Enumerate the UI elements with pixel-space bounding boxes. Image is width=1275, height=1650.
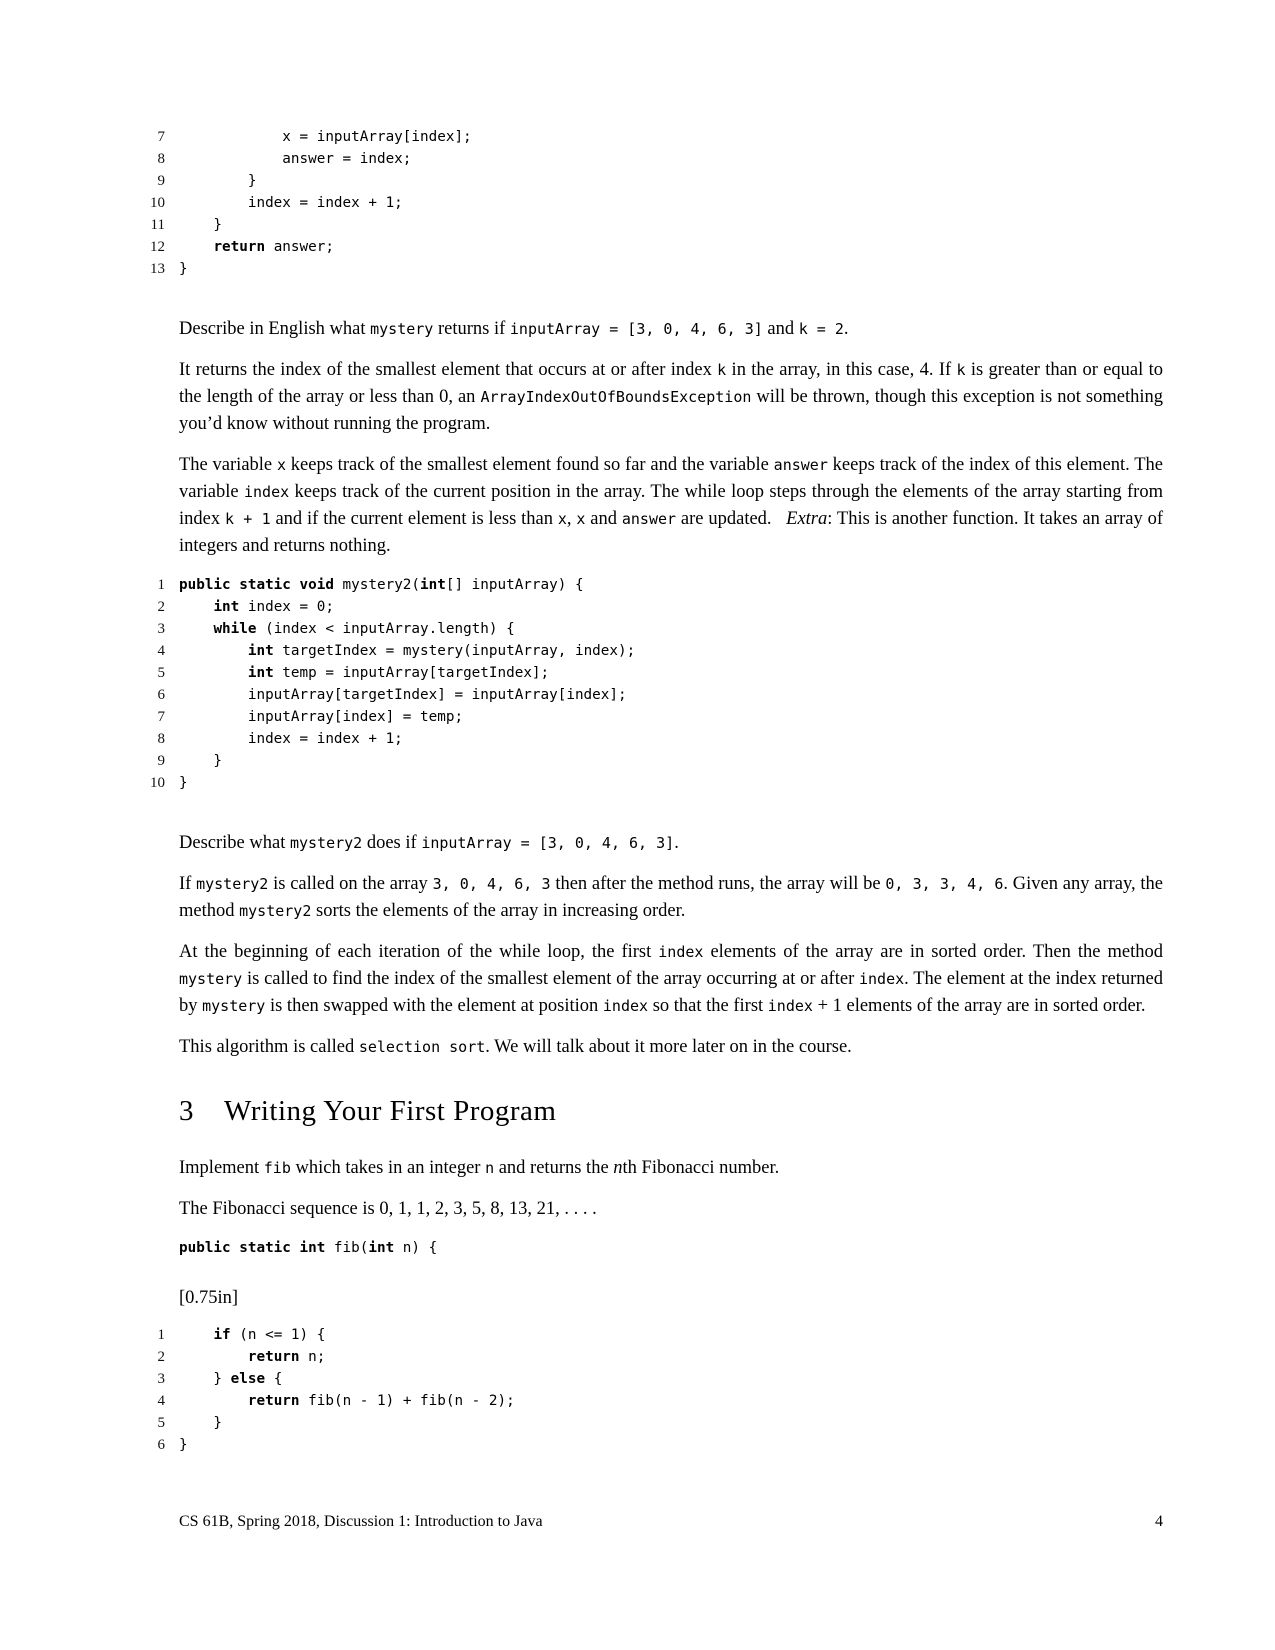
code-text: inputArray[index] = temp; — [179, 709, 464, 725]
text-segment: mystery2 — [239, 902, 312, 920]
question-mystery2-does — [179, 830, 1163, 857]
text-segment: index — [767, 997, 813, 1015]
section-number: 3 — [179, 1095, 194, 1127]
text-segment: mystery2 — [196, 875, 269, 893]
text-segment: keeps track of the smallest element found so far and the variable — [285, 455, 774, 475]
code-text: return answer; — [213, 239, 334, 255]
code-text: while (index < inputArray.length) { — [213, 621, 515, 637]
text-segment: index — [602, 997, 649, 1015]
text-segment: This algorithm is called — [179, 1037, 359, 1057]
text-segment: Extra — [786, 509, 828, 529]
code-line — [139, 750, 1163, 772]
line-number: 13 — [150, 261, 165, 277]
answer-mystery2-sorts — [179, 871, 1163, 925]
line-number: 3 — [157, 621, 165, 637]
code-block-mystery2 — [139, 574, 1163, 794]
code-line — [139, 618, 1163, 640]
text-segment: . We will talk about it more later on in the course. — [485, 1037, 852, 1057]
text-segment: fib — [263, 1159, 291, 1177]
line-number: 9 — [157, 173, 165, 189]
code-line — [139, 1368, 1163, 1390]
paragraph-fibonacci-sequence — [179, 1196, 1163, 1223]
line-number: 8 — [157, 731, 165, 747]
text-segment: keeps track of the index of this element. The variable — [179, 455, 1163, 502]
code-line — [139, 126, 1163, 148]
paragraph-selection-sort — [179, 1034, 1163, 1061]
text-segment: inputArray = [3, 0, 4, 6, 3] — [421, 834, 675, 852]
text-segment: is called to find the index of the smallest element of the array occurring at or after — [242, 969, 859, 989]
text-segment: is called on the array — [268, 874, 433, 894]
code-text: } else { — [179, 1371, 283, 1387]
answer-mystery-returns — [179, 357, 1163, 438]
text-segment: Implement — [179, 1158, 264, 1178]
line-number: 11 — [150, 217, 165, 233]
text-segment: does if — [362, 833, 422, 853]
code-text: } — [179, 261, 188, 277]
text-segment: mystery — [202, 997, 266, 1015]
code-text: } — [179, 173, 257, 189]
code-block-mystery-tail — [139, 126, 1163, 280]
code-text: if (n <= 1) { — [213, 1327, 326, 1343]
text-segment: The variable — [179, 455, 277, 475]
code-line — [139, 706, 1163, 728]
text-segment: The Fibonacci sequence is 0, 1, 1, 2, 3, 5, 8, 13, 21, . . . . — [179, 1199, 597, 1219]
text-segment: and — [585, 509, 622, 529]
code-text: } — [179, 217, 223, 233]
code-text: } — [179, 1437, 188, 1453]
text-segment: then after the method runs, the array will be — [550, 874, 886, 894]
text-segment: and — [762, 319, 799, 339]
text-segment: : This is another function. It takes an array of integers and returns nothing. — [179, 509, 1163, 556]
code-line — [139, 596, 1163, 618]
text-segment: so that the first — [648, 996, 768, 1016]
text-segment: answer — [773, 456, 828, 474]
text-segment: k — [717, 361, 727, 379]
code-text: int index = 0; — [213, 599, 334, 615]
question-mystery-returns — [179, 316, 1163, 343]
code-text: index = index + 1; — [179, 195, 403, 211]
text-segment: At the beginning of each iteration of the while loop, the first — [179, 942, 659, 962]
footer-page-number: 4 — [1155, 1513, 1163, 1530]
code-text: public static void mystery2(int[] inputArray) { — [179, 577, 584, 593]
text-segment: n — [485, 1159, 495, 1177]
line-number: 4 — [157, 1393, 165, 1409]
code-line — [139, 772, 1163, 794]
text-segment: mystery — [370, 320, 434, 338]
code-line — [139, 574, 1163, 596]
text-segment: Describe in English what — [179, 319, 371, 339]
text-segment: th Fibonacci number. — [622, 1158, 780, 1178]
line-number: 9 — [157, 753, 165, 769]
text-segment: . — [674, 833, 679, 853]
code-text: int targetIndex = mystery(inputArray, index); — [247, 643, 636, 659]
text-segment: x — [576, 510, 586, 528]
code-fib-signature — [179, 1237, 1163, 1259]
code-text: index = index + 1; — [179, 731, 403, 747]
text-segment: . Given any array, the method — [179, 874, 1163, 921]
text-segment: which takes in an integer — [290, 1158, 486, 1178]
section-heading-writing-first-program — [179, 1091, 1163, 1131]
answer-mystery2-explanation — [179, 939, 1163, 1020]
text-segment: and returns the — [494, 1158, 614, 1178]
code-text: } — [179, 775, 188, 791]
line-number: 1 — [157, 1327, 165, 1343]
code-line — [179, 1237, 1163, 1259]
code-line — [139, 214, 1163, 236]
code-line — [139, 662, 1163, 684]
line-number: 10 — [150, 775, 165, 791]
code-text: return n; — [247, 1349, 326, 1365]
code-text: } — [179, 1415, 223, 1431]
text-segment: elements of the array are in sorted order. Then the method — [703, 942, 1163, 962]
line-number: 8 — [157, 151, 165, 167]
code-line — [139, 192, 1163, 214]
text-segment: inputArray = [3, 0, 4, 6, 3] — [509, 320, 763, 338]
text-segment: . — [843, 319, 849, 339]
text-segment: Describe what — [179, 833, 290, 853]
text-segment: mystery2 — [289, 834, 363, 852]
text-segment: is then swapped with the element at position — [265, 996, 603, 1016]
code-text: public static int fib(int n) { — [179, 1240, 438, 1256]
code-text: } — [179, 753, 223, 769]
code-line — [139, 1390, 1163, 1412]
text-segment: 3, 0, 4, 6, 3 — [432, 875, 551, 893]
section-title: Writing Your First Program — [224, 1095, 557, 1127]
text-segment: is greater than or equal to the length of the array or less than 0, an — [179, 360, 1163, 407]
line-number: 6 — [157, 687, 165, 703]
text-segment: index — [859, 970, 905, 988]
line-number: 5 — [157, 1415, 165, 1431]
code-line — [139, 148, 1163, 170]
answer-space-placeholder: [0.75in] — [179, 1288, 239, 1308]
text-segment: selection sort — [358, 1038, 486, 1056]
line-number: 5 — [157, 665, 165, 681]
text-segment: sorts the elements of the array in increasing order. — [311, 901, 686, 921]
text-segment: x — [557, 510, 567, 528]
text-segment: n — [613, 1158, 623, 1178]
text-segment: mystery — [179, 970, 243, 988]
text-segment: answer — [621, 510, 677, 528]
code-text: int temp = inputArray[targetIndex]; — [247, 665, 550, 681]
code-line — [139, 236, 1163, 258]
code-line — [139, 258, 1163, 280]
code-block-fib-body — [139, 1324, 1163, 1456]
text-segment: and if the current element is less than — [270, 509, 558, 529]
line-number: 4 — [157, 643, 165, 659]
text-segment: ArrayIndexOutOfBoundsException — [480, 388, 752, 406]
text-segment: + 1 elements of the array are in sorted order. — [812, 996, 1146, 1016]
text-segment: are updated. — [676, 509, 787, 529]
code-text: return fib(n - 1) + fib(n - 2); — [247, 1393, 515, 1409]
text-segment: k = 2 — [798, 320, 844, 338]
line-number: 2 — [157, 1349, 165, 1365]
line-number: 7 — [157, 129, 165, 145]
text-segment: , — [566, 509, 577, 529]
line-number: 6 — [157, 1437, 165, 1453]
page-footer — [179, 1511, 1163, 1533]
text-segment: will be thrown, though this exception is not something you’d know without running the program. — [179, 387, 1163, 434]
code-line — [139, 640, 1163, 662]
code-text: x = inputArray[index]; — [179, 129, 472, 145]
code-line — [139, 1324, 1163, 1346]
text-segment: keeps track of the current position in the array. The while loop steps through the elements of the array starting from index — [179, 482, 1163, 529]
code-text: answer = index; — [179, 151, 412, 167]
code-line — [139, 1434, 1163, 1456]
text-segment: index — [243, 483, 290, 501]
paragraph-implement-fib — [179, 1155, 1163, 1182]
code-line — [139, 684, 1163, 706]
code-text: inputArray[targetIndex] = inputArray[index]; — [179, 687, 627, 703]
text-segment: . The element at the index returned by — [179, 969, 1163, 1016]
code-line — [139, 1412, 1163, 1434]
code-line — [139, 728, 1163, 750]
line-number: 3 — [157, 1371, 165, 1387]
text-segment: returns if — [433, 319, 510, 339]
text-segment: 0, 3, 3, 4, 6 — [885, 875, 1004, 893]
text-segment: If — [179, 874, 197, 894]
line-number: 1 — [157, 577, 165, 593]
text-segment: index — [658, 943, 704, 961]
text-segment: k — [956, 361, 966, 379]
text-segment: It returns the index of the smallest element that occurs at or after index — [179, 360, 718, 380]
line-number: 12 — [150, 239, 165, 255]
text-segment: k + 1 — [224, 510, 271, 528]
line-number: 7 — [157, 709, 165, 725]
code-line — [139, 170, 1163, 192]
answer-mystery-explanation — [179, 452, 1163, 560]
code-line — [139, 1346, 1163, 1368]
footer-course-info: CS 61B, Spring 2018, Discussion 1: Introduction to Java — [179, 1513, 543, 1530]
line-number: 2 — [157, 599, 165, 615]
line-number: 10 — [150, 195, 165, 211]
text-segment: x — [276, 456, 286, 474]
text-segment: in the array, in this case, 4. If — [726, 360, 957, 380]
